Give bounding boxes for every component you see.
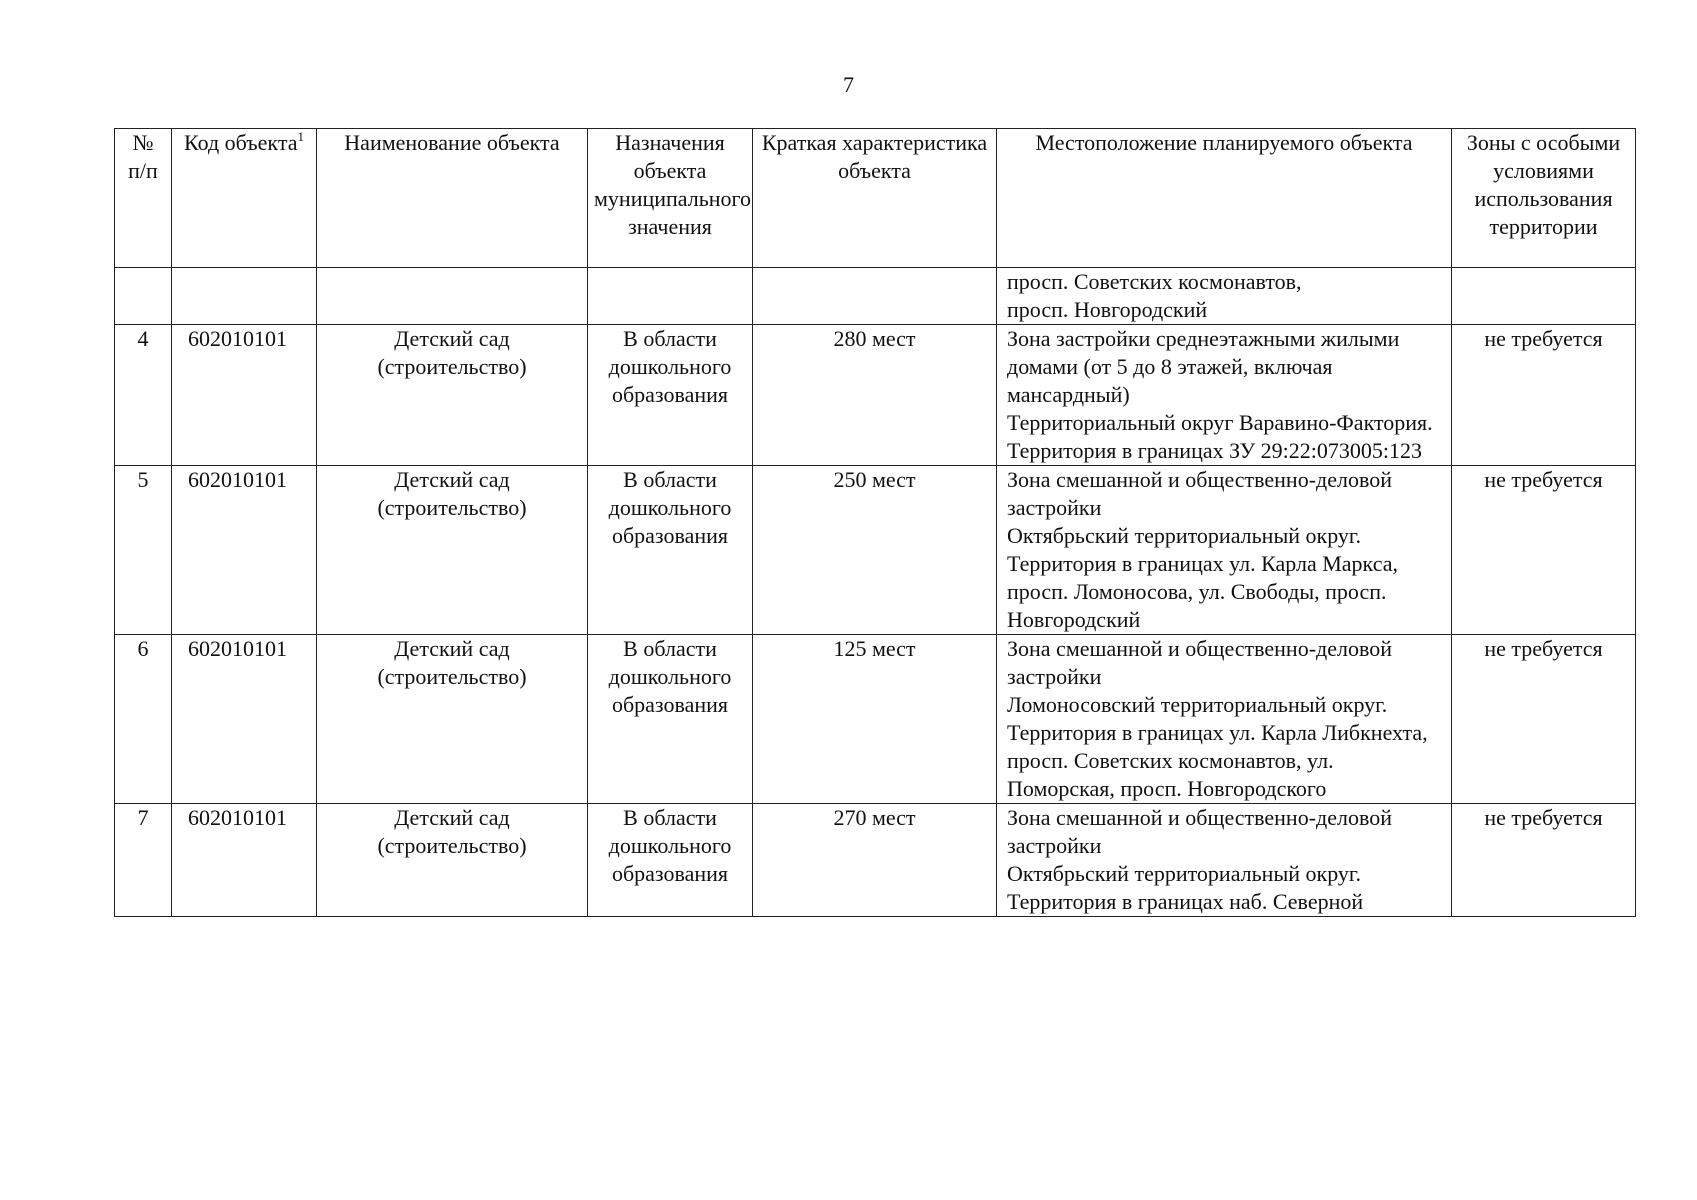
cell-location bbox=[997, 268, 1452, 325]
cell-location bbox=[997, 325, 1452, 466]
cell-purpose bbox=[588, 268, 753, 325]
location-zone: Зона смешанной и общественно-деловой застройки bbox=[1007, 467, 1392, 520]
location-line: просп. Новгородский bbox=[1007, 297, 1208, 322]
location-district: Территориальный округ Варавино-Фактория. bbox=[1007, 410, 1433, 435]
cell-zones: не требуется bbox=[1452, 804, 1636, 917]
footnote-marker: 1 bbox=[297, 129, 304, 144]
cell-location bbox=[997, 635, 1452, 804]
location-bounds: Территория в границах ул. Карла Либкнехта, просп. Советских космонавтов, ул. Поморская, просп. Новгородского bbox=[1007, 720, 1428, 801]
cell-purpose: В области дошкольного образования bbox=[588, 466, 753, 635]
cell-location bbox=[997, 804, 1452, 917]
cell-code bbox=[172, 268, 317, 325]
cell-code: 602010101 bbox=[172, 635, 317, 804]
cell-characteristic: 280 мест bbox=[753, 325, 997, 466]
header-characteristic: Краткая характеристика объекта bbox=[753, 129, 997, 268]
location-line: просп. Советских космонавтов, bbox=[1007, 269, 1302, 294]
header-location: Местоположение планируемого объекта bbox=[997, 129, 1452, 268]
cell-num: 7 bbox=[115, 804, 172, 917]
table-header-row bbox=[115, 129, 1636, 268]
header-purpose: Назначения объекта муниципального значения bbox=[588, 129, 753, 268]
cell-num bbox=[115, 268, 172, 325]
cell-characteristic bbox=[753, 268, 997, 325]
table-row bbox=[115, 635, 1636, 804]
planned-objects-table bbox=[114, 128, 1636, 917]
cell-code: 602010101 bbox=[172, 466, 317, 635]
cell-code: 602010101 bbox=[172, 804, 317, 917]
location-district: Октябрьский территориальный округ. bbox=[1007, 523, 1361, 548]
cell-purpose: В области дошкольного образования bbox=[588, 325, 753, 466]
cell-name bbox=[317, 268, 588, 325]
location-bounds: Территория в границах ЗУ 29:22:073005:123 bbox=[1007, 438, 1423, 463]
location-zone: Зона застройки среднеэтажными жилыми домами (от 5 до 8 этажей, включая мансардный) bbox=[1007, 326, 1400, 407]
cell-num: 5 bbox=[115, 466, 172, 635]
header-code-label: Код объекта bbox=[184, 130, 298, 155]
cell-name: Детский сад (строительство) bbox=[317, 325, 588, 466]
cell-purpose: В области дошкольного образования bbox=[588, 804, 753, 917]
cell-zones: не требуется bbox=[1452, 325, 1636, 466]
location-district: Октябрьский территориальный округ. bbox=[1007, 861, 1361, 886]
table-row bbox=[115, 466, 1636, 635]
cell-code: 602010101 bbox=[172, 325, 317, 466]
cell-zones: не требуется bbox=[1452, 466, 1636, 635]
header-code bbox=[172, 129, 317, 268]
cell-purpose: В области дошкольного образования bbox=[588, 635, 753, 804]
location-district: Ломоносовский территориальный округ. bbox=[1007, 692, 1388, 717]
location-bounds: Территория в границах наб. Северной bbox=[1007, 889, 1364, 914]
header-num: № п/п bbox=[115, 129, 172, 268]
cell-name: Детский сад (строительство) bbox=[317, 804, 588, 917]
table-row-continuation bbox=[115, 268, 1636, 325]
cell-zones bbox=[1452, 268, 1636, 325]
page-number: 7 bbox=[843, 72, 854, 97]
cell-characteristic: 125 мест bbox=[753, 635, 997, 804]
cell-name: Детский сад (строительство) bbox=[317, 635, 588, 804]
cell-zones: не требуется bbox=[1452, 635, 1636, 804]
cell-characteristic: 250 мест bbox=[753, 466, 997, 635]
cell-characteristic: 270 мест bbox=[753, 804, 997, 917]
location-zone: Зона смешанной и общественно-деловой застройки bbox=[1007, 636, 1392, 689]
table-row bbox=[115, 325, 1636, 466]
header-zones: Зоны с особыми условиями использования территории bbox=[1452, 129, 1636, 268]
table-row bbox=[115, 804, 1636, 917]
cell-name: Детский сад (строительство) bbox=[317, 466, 588, 635]
cell-num: 6 bbox=[115, 635, 172, 804]
cell-location bbox=[997, 466, 1452, 635]
header-name: Наименование объекта bbox=[317, 129, 588, 268]
cell-num: 4 bbox=[115, 325, 172, 466]
location-bounds: Территория в границах ул. Карла Маркса, просп. Ломоносова, ул. Свободы, просп. Новгородский bbox=[1007, 551, 1398, 632]
location-zone: Зона смешанной и общественно-деловой застройки bbox=[1007, 805, 1392, 858]
